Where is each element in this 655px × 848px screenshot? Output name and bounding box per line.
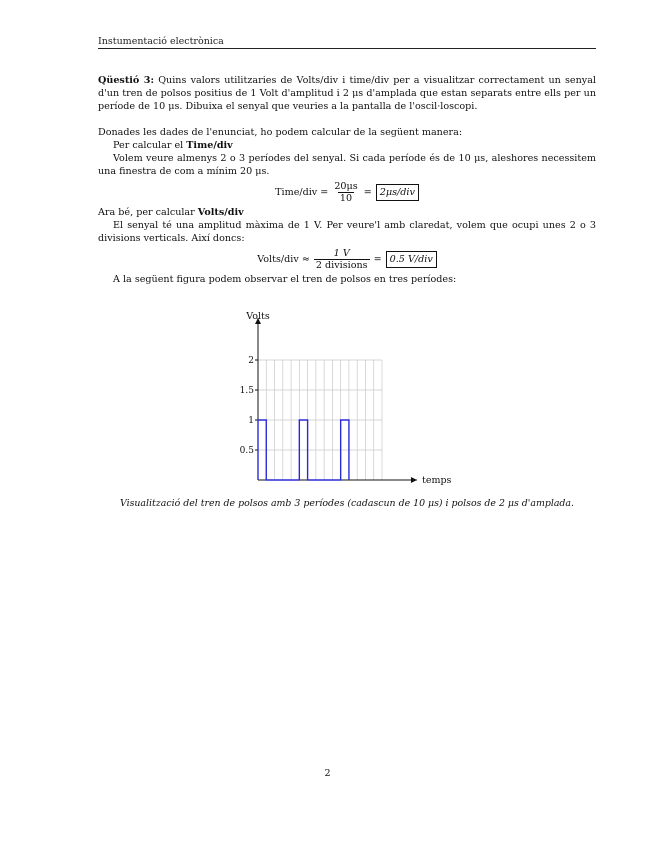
figure-caption: Visualització del tren de polsos amb 3 períodes (cadascun de 10 μs) i polsos de 2 μs d'amplada. (119, 498, 575, 509)
volts-eq-fraction (314, 248, 370, 271)
volts-heading (98, 206, 596, 219)
volts-eq-numerator: 1 V (333, 248, 350, 259)
y-tick-label: 1.5 (239, 386, 254, 396)
time-eq-numerator: 20μs (334, 181, 358, 192)
time-eq-result: 2μs/div (376, 184, 419, 201)
question-text: Quins valors utilitzaries de Volts/div i time/div per a visualitzar correctament un senyal d'un tren de polsos positius de 1 Volt d'amplitud i 2 μs d'amplada que estan separats entre ells per un període de 10 μs. Dibuixa el senyal que veuries a la pantalla de l'oscil·loscopi. (98, 75, 596, 112)
time-eq-lhs: Time/div = (275, 187, 329, 198)
figure-intro: A la següent figura podem observar el tren de polsos en tres períodes: (113, 274, 457, 285)
question-label: Qüestió 3: (98, 75, 154, 86)
pulse-train-chart (230, 310, 452, 490)
page-number: 2 (324, 768, 331, 779)
time-heading-prefix: Per calcular el (113, 140, 187, 151)
volts-eq-result: 0.5 V/div (386, 251, 437, 268)
time-eq-fraction (332, 181, 359, 204)
volts-eq-equals: = (373, 254, 382, 265)
x-axis-label: temps (422, 475, 452, 486)
time-eq-equals: = (363, 187, 372, 198)
y-axis-label: Volts (246, 311, 270, 322)
answer-intro: Donades les dades de l'enunciat, ho podem calcular de la següent manera: (98, 127, 463, 138)
time-heading-bold: Time/div (186, 140, 233, 151)
time-equation (98, 181, 596, 204)
volts-equation (98, 248, 596, 271)
page-body (98, 74, 596, 286)
running-header: Instumentació electrònica (98, 36, 224, 47)
volts-paragraph: El senyal té una amplitud màxima de 1 V. Per veure'l amb claredat, volem que ocupi unes 2 o 3 divisions verticals. Així doncs: (98, 220, 596, 244)
y-tick-label: 0.5 (239, 446, 254, 456)
time-paragraph: Volem veure almenys 2 o 3 períodes del senyal. Si cada període és de 10 μs, aleshores necessitem una finestra de com a mínim 20 μs. (98, 153, 596, 177)
volts-heading-bold: Volts/div (197, 207, 244, 218)
volts-heading-prefix: Ara bé, per calcular (98, 207, 198, 218)
y-tick-label: 2 (248, 356, 254, 366)
volts-eq-lhs: Volts/div ≈ (257, 254, 310, 265)
time-eq-denominator: 10 (339, 193, 353, 204)
x-axis-arrow (411, 477, 417, 483)
time-heading (98, 139, 596, 152)
volts-eq-denominator: 2 divisions (315, 260, 368, 271)
y-tick-label: 1 (248, 416, 254, 426)
question-paragraph (98, 74, 596, 113)
header-rule (98, 48, 596, 49)
